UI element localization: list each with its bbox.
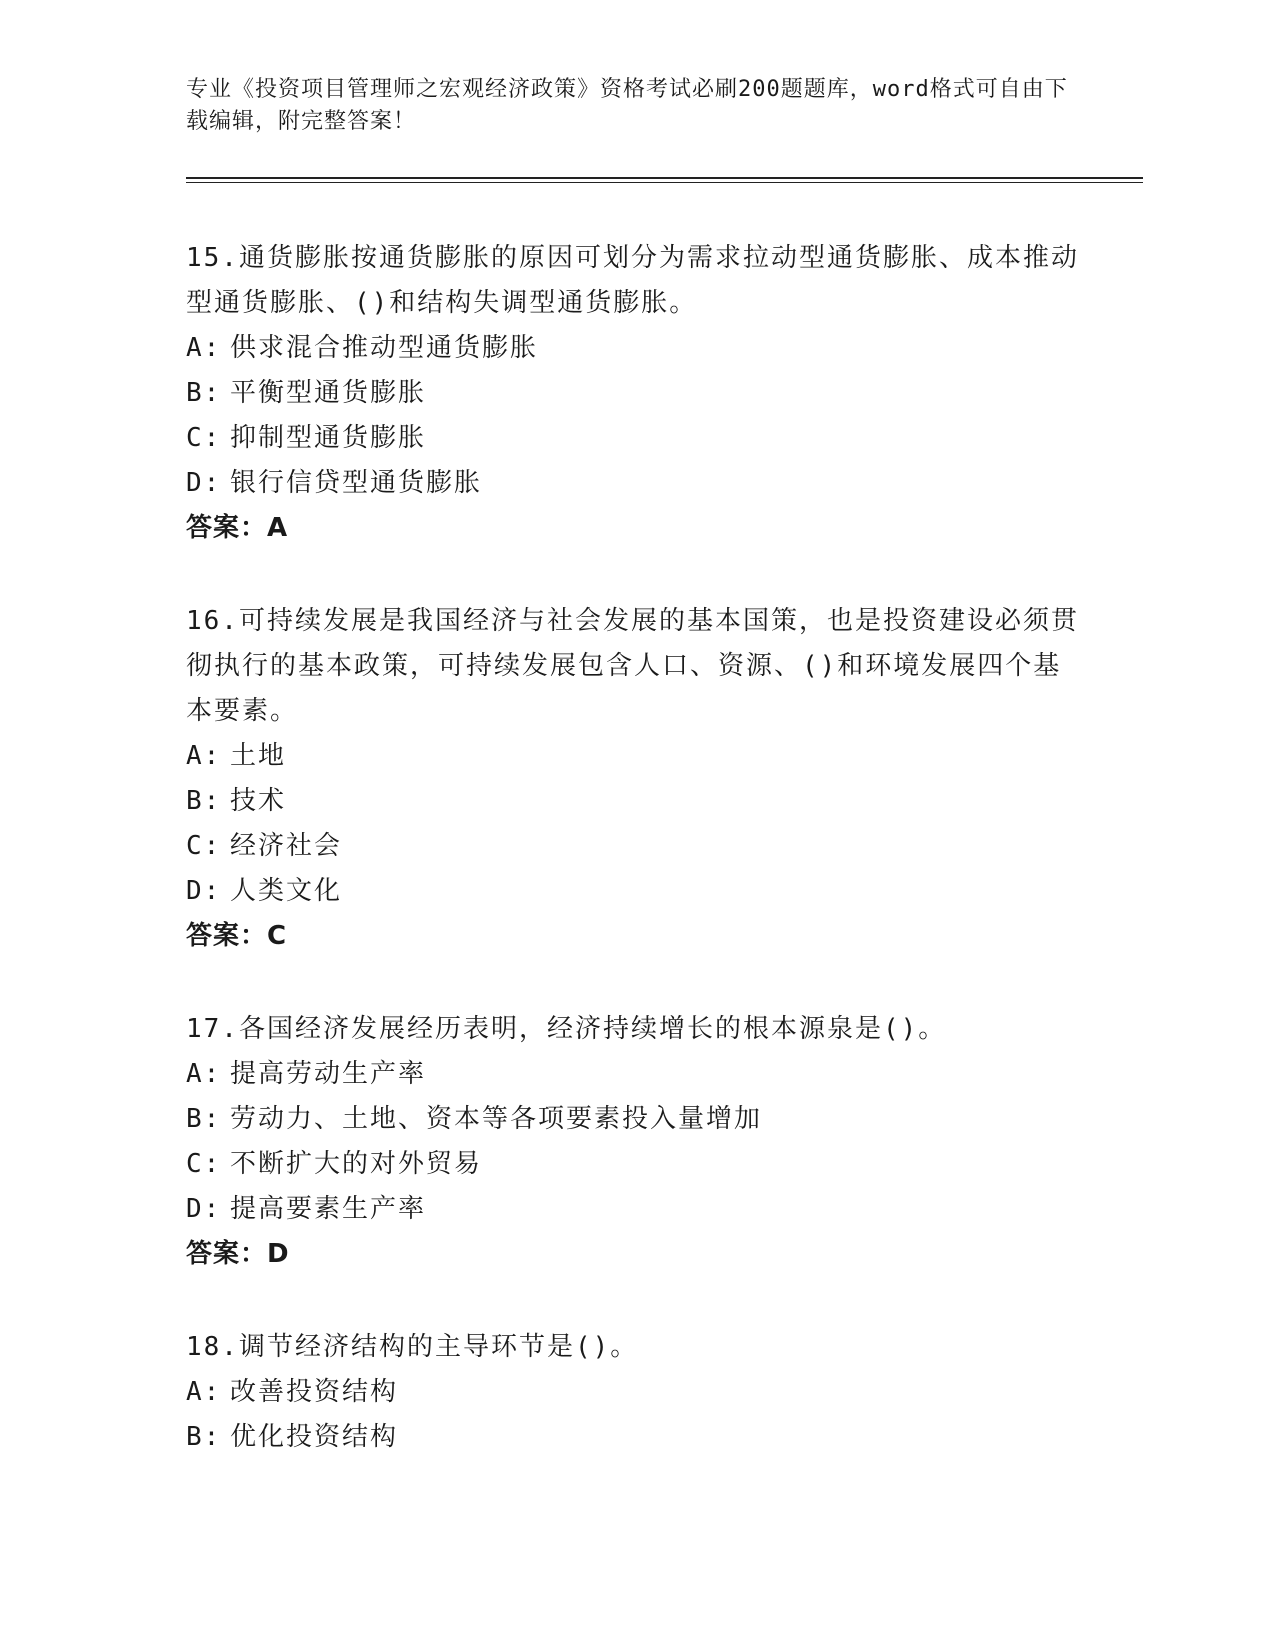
option-letter: D:: [186, 1194, 222, 1224]
answer-line: 答案：D: [186, 1239, 290, 1269]
option-a: [186, 1370, 1086, 1415]
option-c: [186, 416, 1086, 461]
option-c: [186, 824, 1086, 869]
question-18: [186, 1325, 1086, 1460]
option-text: 不断扩大的对外贸易: [230, 1149, 483, 1179]
option-text: 优化投资结构: [230, 1422, 399, 1452]
option-text: 提高劳动生产率: [230, 1059, 427, 1089]
option-text: 人类文化: [230, 876, 343, 906]
option-b: [186, 1415, 1086, 1460]
question-text: 16.可持续发展是我国经济与社会发展的基本国策，也是投资建设必须贯彻执行的基本政策，可持续发展包含人口、资源、()和环境发展四个基本要素。: [186, 606, 1079, 726]
option-text: 银行信贷型通货膨胀: [230, 468, 483, 498]
answer-line: 答案：C: [186, 921, 288, 951]
answer-line: 答案：A: [186, 513, 289, 543]
option-letter: C:: [186, 1149, 222, 1179]
option-d: [186, 869, 1086, 914]
option-letter: D:: [186, 468, 222, 498]
option-letter: C:: [186, 831, 222, 861]
header-divider-thin: [186, 182, 1143, 183]
question-text: 15.通货膨胀按通货膨胀的原因可划分为需求拉动型通货膨胀、成本推动型通货膨胀、()和结构失调型通货膨胀。: [186, 243, 1079, 318]
option-letter: D:: [186, 876, 222, 906]
option-text: 经济社会: [230, 831, 343, 861]
option-text: 提高要素生产率: [230, 1194, 427, 1224]
question-text: 17.各国经济发展经历表明，经济持续增长的根本源泉是()。: [186, 1014, 947, 1044]
option-letter: A:: [186, 1377, 222, 1407]
question-16: [186, 599, 1086, 959]
question-text: 18.调节经济结构的主导环节是()。: [186, 1332, 639, 1362]
option-text: 劳动力、土地、资本等各项要素投入量增加: [230, 1104, 763, 1134]
option-letter: C:: [186, 423, 222, 453]
option-a: [186, 734, 1086, 779]
option-c: [186, 1142, 1086, 1187]
option-letter: A:: [186, 1059, 222, 1089]
option-letter: B:: [186, 378, 222, 408]
option-b: [186, 1097, 1086, 1142]
option-text: 抑制型通货膨胀: [230, 423, 427, 453]
header-divider-thick: [186, 177, 1143, 179]
option-text: 技术: [230, 786, 287, 816]
option-letter: B:: [186, 1422, 222, 1452]
option-b: [186, 371, 1086, 416]
question-list: [186, 236, 1086, 1508]
question-15: [186, 236, 1086, 551]
option-text: 土地: [230, 741, 287, 771]
option-a: [186, 326, 1086, 371]
question-17: [186, 1007, 1086, 1277]
option-text: 供求混合推动型通货膨胀: [230, 333, 539, 363]
option-d: [186, 461, 1086, 506]
option-d: [186, 1187, 1086, 1232]
document-header: 专业《投资项目管理师之宏观经济政策》资格考试必刷200题题库，word格式可自由下载编辑，附完整答案！: [186, 77, 1068, 134]
option-b: [186, 779, 1086, 824]
option-letter: B:: [186, 786, 222, 816]
option-letter: A:: [186, 741, 222, 771]
option-letter: B:: [186, 1104, 222, 1134]
option-a: [186, 1052, 1086, 1097]
option-letter: A:: [186, 333, 222, 363]
option-text: 平衡型通货膨胀: [230, 378, 427, 408]
option-text: 改善投资结构: [230, 1377, 399, 1407]
